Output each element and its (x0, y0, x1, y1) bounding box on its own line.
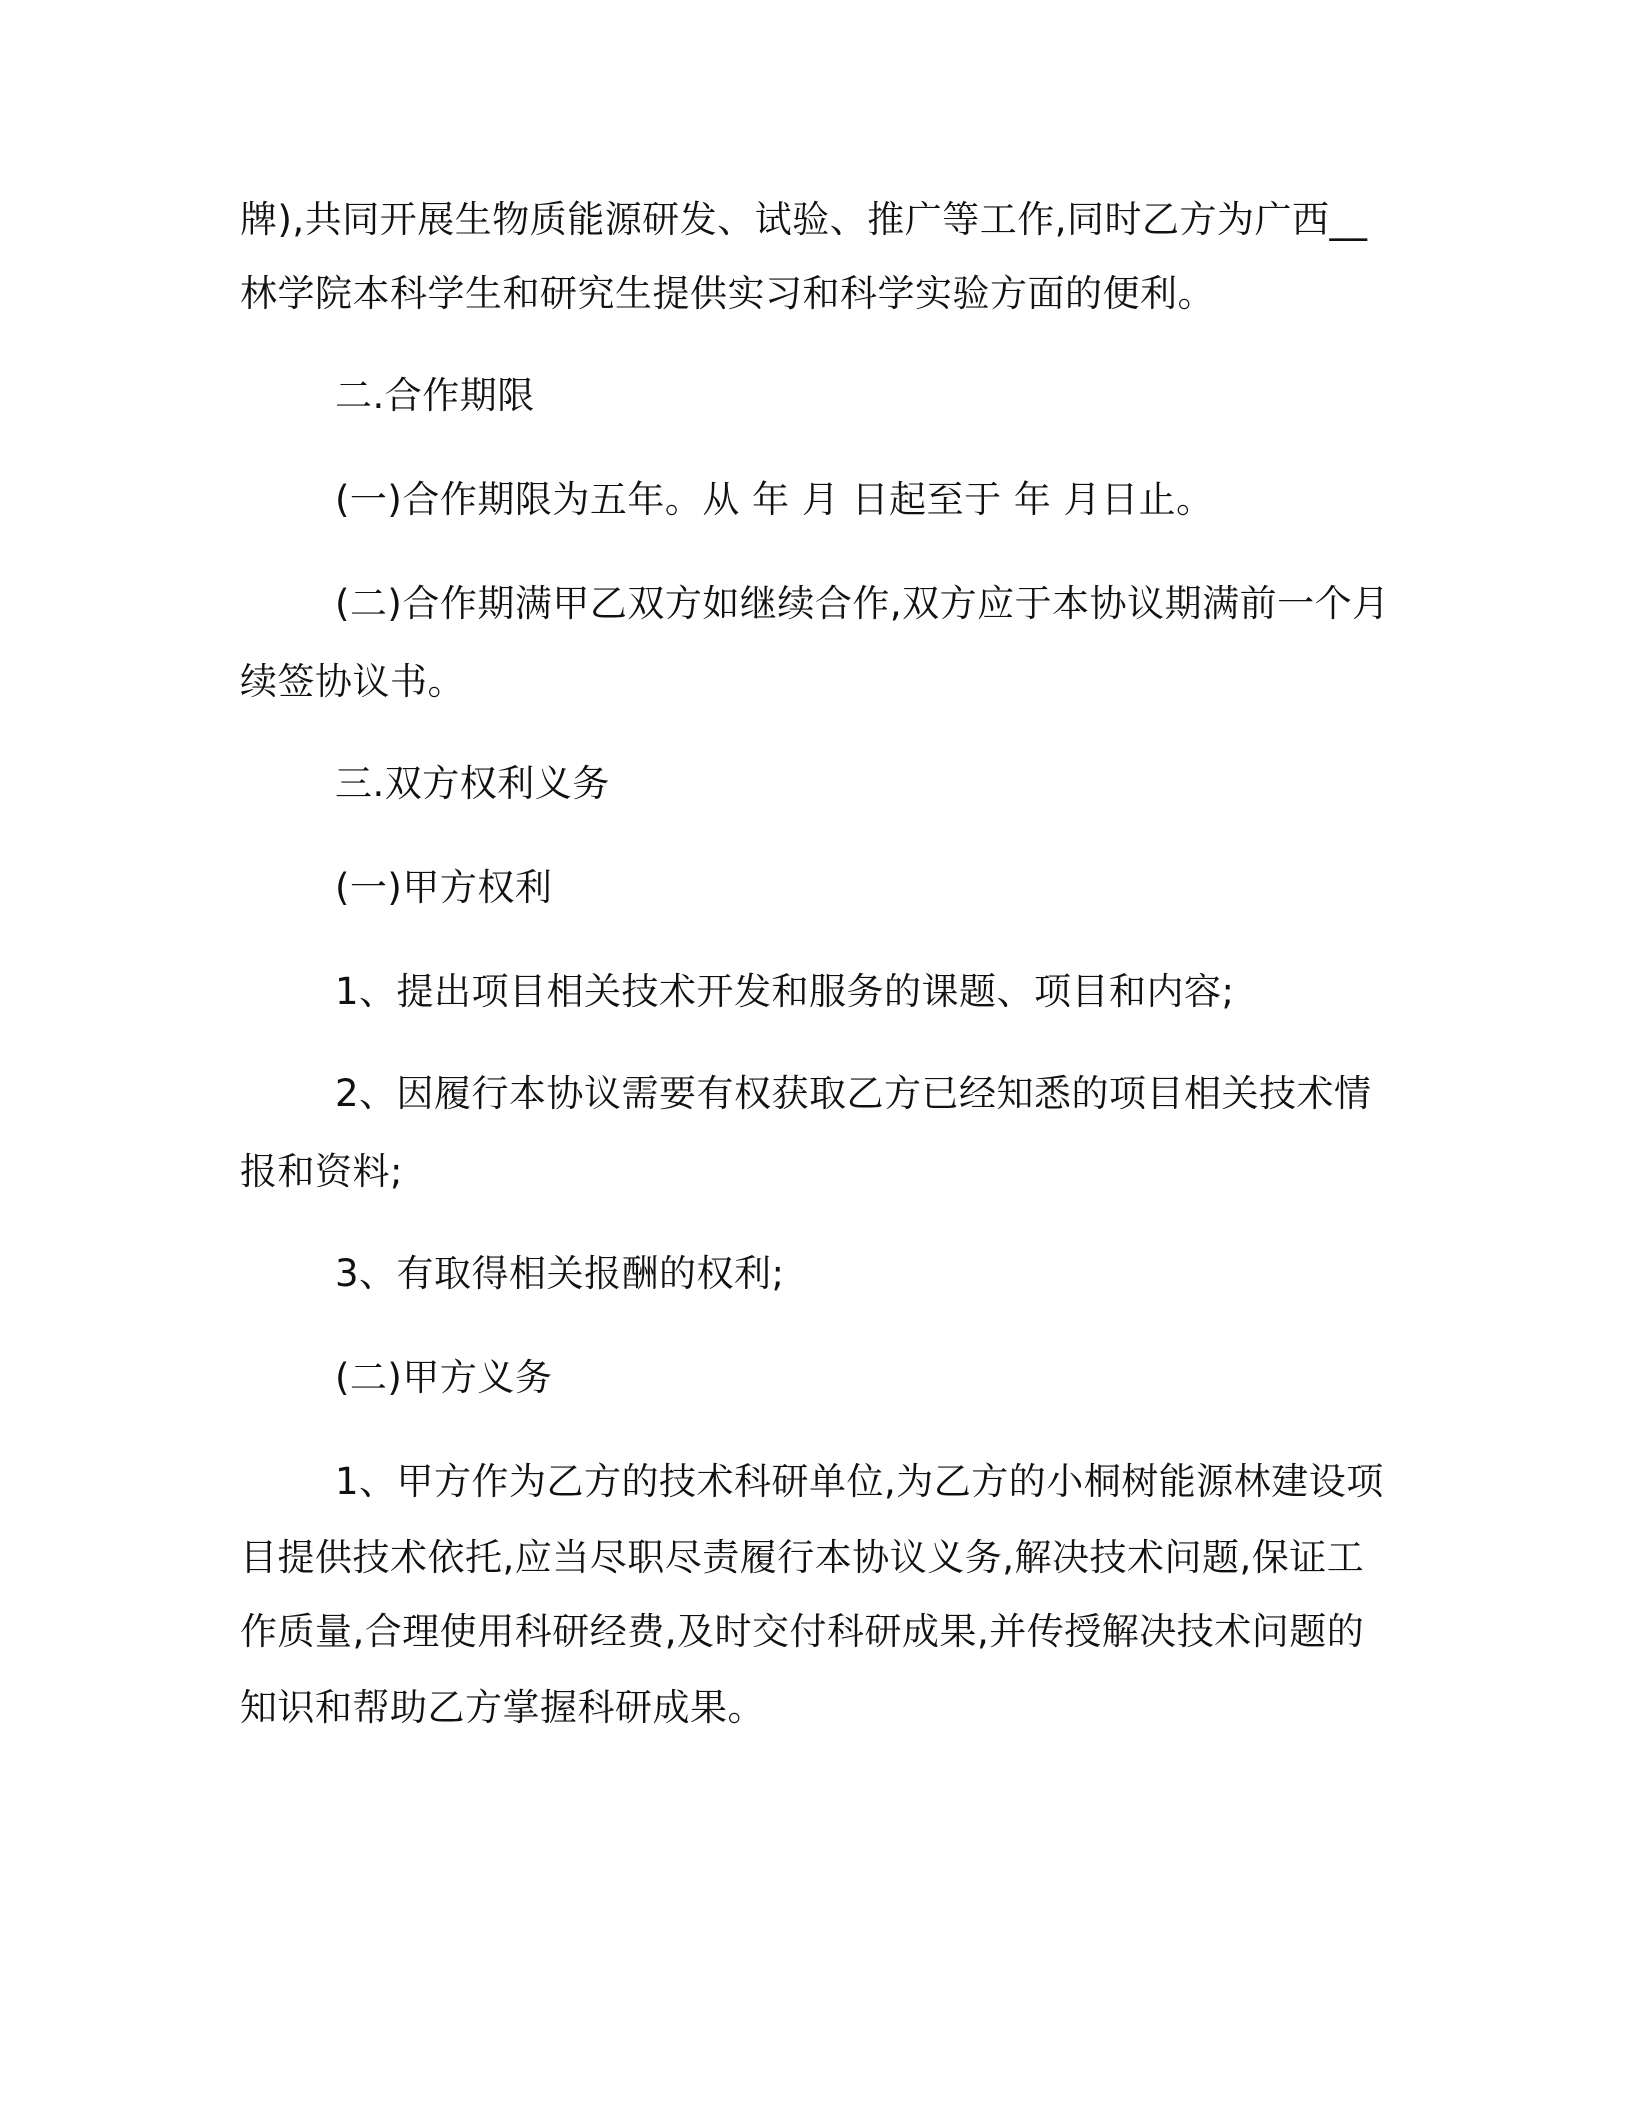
text-line: 知识和帮助乙方掌握科研成果。 (240, 1686, 765, 1729)
text-line: 1、甲方作为乙方的技术科研单位,为乙方的小桐树能源林建设项 (335, 1460, 1384, 1503)
text-line: (二)合作期满甲乙双方如继续合作,双方应于本协议期满前一个月 (335, 582, 1390, 625)
text-line: 牌),共同开展生物质能源研发、试验、推广等工作,同时乙方为广西__ (240, 198, 1368, 241)
text-line: 3、有取得相关报酬的权利; (335, 1252, 785, 1295)
text-line: 目提供技术依托,应当尽职尽责履行本协议义务,解决技术问题,保证工 (240, 1536, 1365, 1579)
section-heading: 二.合作期限 (335, 374, 535, 417)
text-line: 1、提出项目相关技术开发和服务的课题、项目和内容; (335, 970, 1235, 1013)
text-line: 报和资料; (240, 1150, 403, 1193)
text-line: 2、因履行本协议需要有权获取乙方已经知悉的项目相关技术情 (335, 1072, 1372, 1115)
section-heading: 三.双方权利义务 (335, 762, 610, 805)
subsection-heading: (一)甲方权利 (335, 866, 553, 909)
text-line: 续签协议书。 (240, 660, 465, 703)
text-line: (一)合作期限为五年。从 年 月 日起至于 年 月日止。 (335, 478, 1214, 521)
subsection-heading: (二)甲方义务 (335, 1356, 553, 1399)
text-line: 作质量,合理使用科研经费,及时交付科研成果,并传授解决技术问题的 (240, 1610, 1365, 1653)
text-line: 林学院本科学生和研究生提供实习和科学实验方面的便利。 (240, 272, 1215, 315)
